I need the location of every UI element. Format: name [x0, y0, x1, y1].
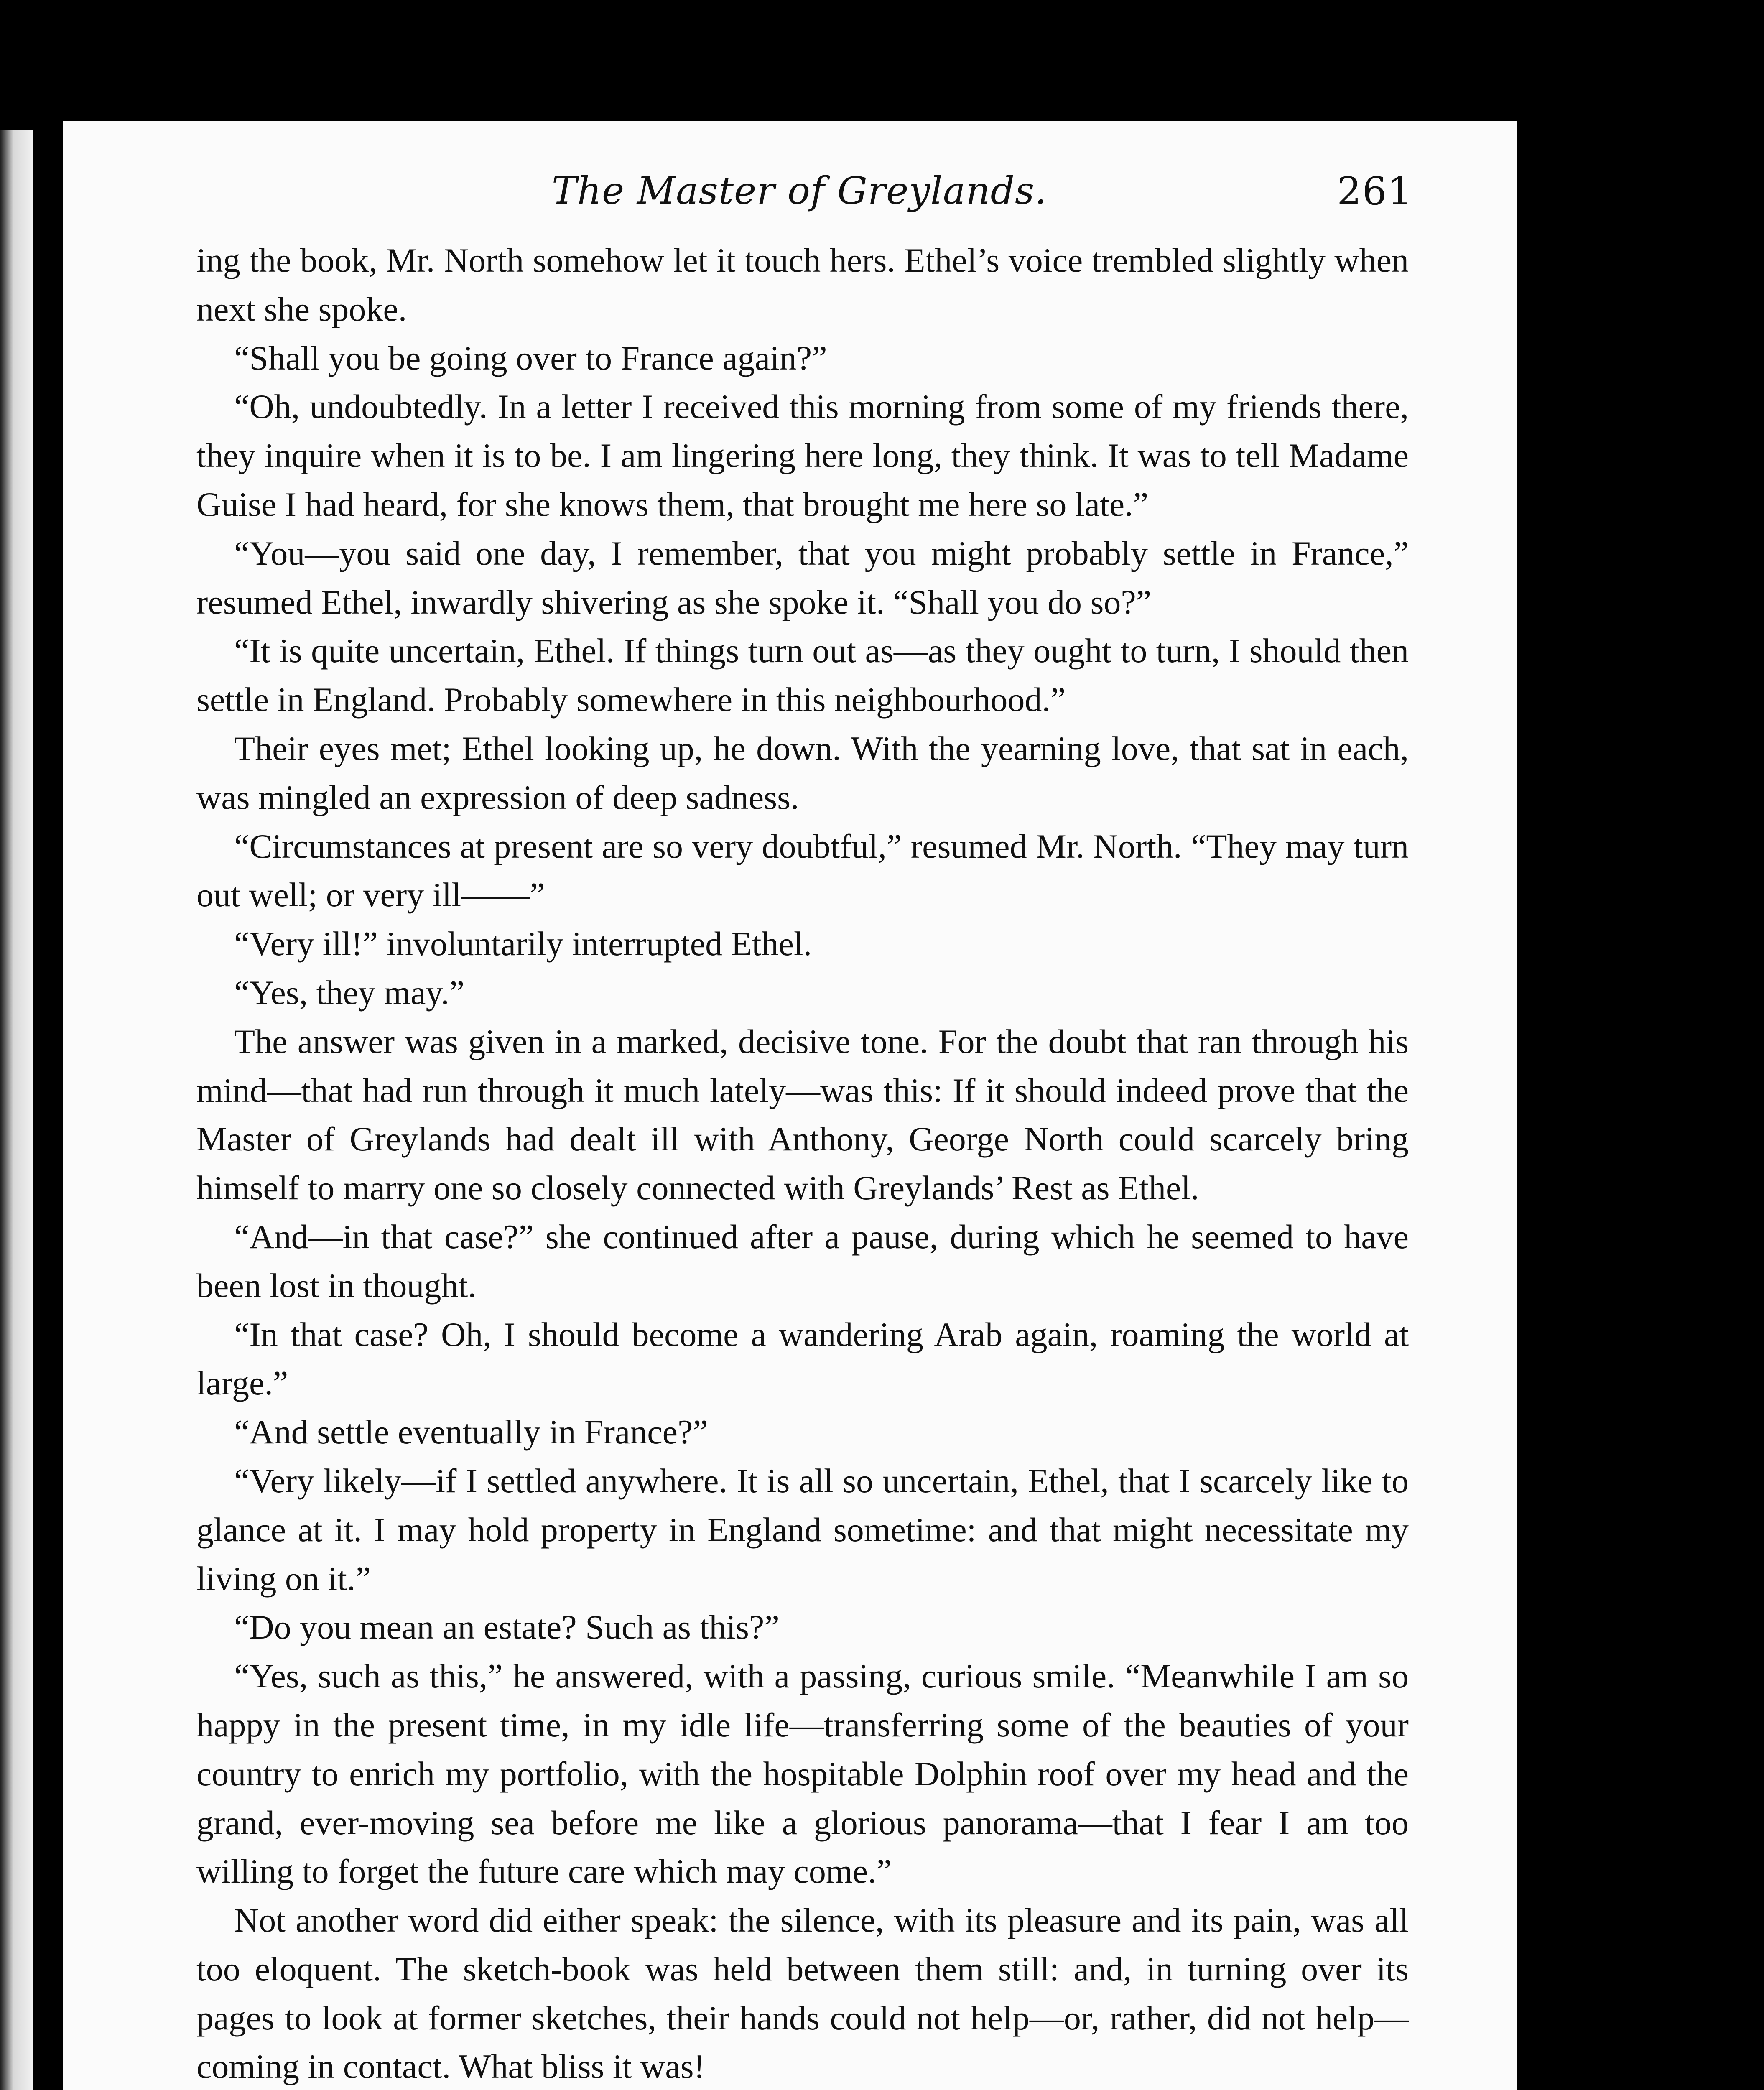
paragraph: “It is quite uncertain, Ethel. If things turn out as—as they ought to turn, I should then settle in England. Probably somewhere in this neighbourhood.”	[196, 632, 1409, 719]
paragraph: “In that case? Oh, I should become a wandering Arab again, roaming the world at large.”	[196, 1315, 1409, 1402]
paragraph: “Oh, undoubtedly. In a letter I received this morning from some of my friends there, they inquire when it is to be. I am lingering here long, they think. It was to tell Madame Guise I had heard, for she knows them, that brought me here so late.”	[196, 387, 1409, 523]
paragraph: ing the book, Mr. North somehow let it touch hers. Ethel’s voice trembled slightly when next she spoke.	[196, 241, 1409, 328]
paragraph: “Shall you be going over to France again?”	[234, 339, 827, 377]
paragraph: “Yes, they may.”	[234, 973, 465, 1012]
paragraph: “And settle eventually in France?”	[234, 1413, 708, 1451]
paragraph: “Very ill!” involuntarily interrupted Ethel.	[234, 925, 812, 963]
body-text	[196, 236, 1409, 2090]
paragraph: “You—you said one day, I remember, that you might probably settle in France,” resumed Ethel, inwardly shivering as she spoke it. “Shall you do so?”	[196, 534, 1409, 621]
paragraph: Their eyes met; Ethel looking up, he down. With the yearning love, that sat in each, was mingled an expression of deep sadness.	[196, 729, 1409, 816]
running-title: The Master of Greylands.	[552, 169, 1047, 213]
page-number: 261	[1337, 169, 1413, 214]
running-header	[460, 169, 1413, 219]
paragraph: “Yes, such as this,” he answered, with a passing, curious smile. “Meanwhile I am so happy in the present time, in my idle life—transferring some of the beauties of your country to enrich my portfolio, with the hospitable Dolphin roof over my head and the grand, ever-moving sea before me like a glorious panorama—that I fear I am too willing to forget the future care which may come.”	[196, 1657, 1409, 1891]
paragraph: “And—in that case?” she continued after a pause, during which he seemed to have been lost in thought.	[196, 1217, 1409, 1305]
paragraph: The answer was given in a marked, decisive tone. For the doubt that ran through his mind—that had run through it much lately—was this: If it should indeed prove that the Master of Greylands had dealt ill with Anthony, George North could scarcely bring himself to marry one so closely connected with Greylands’ Rest as Ethel.	[196, 1022, 1409, 1207]
paragraph: “Circumstances at present are so very doubtful,” resumed Mr. North. “They may turn out well; or very ill——”	[196, 827, 1409, 914]
paragraph: Not another word did either speak: the silence, with its pleasure and its pain, was all too eloquent. The sketch-book was held between them still: and, in turning over its pages to look at former sketches, their hands could not help—or, rather, did not help—coming in contact. What bliss it was!	[196, 1901, 1409, 2086]
facing-page-edge	[0, 130, 33, 2090]
paragraph: “Very likely—if I settled anywhere. It is all so uncertain, Ethel, that I scarcely like to glance at it. I may hold property in England sometime: and that might necessitate my living on it.”	[196, 1461, 1409, 1598]
paragraph: “Do you mean an estate? Such as this?”	[234, 1608, 780, 1647]
